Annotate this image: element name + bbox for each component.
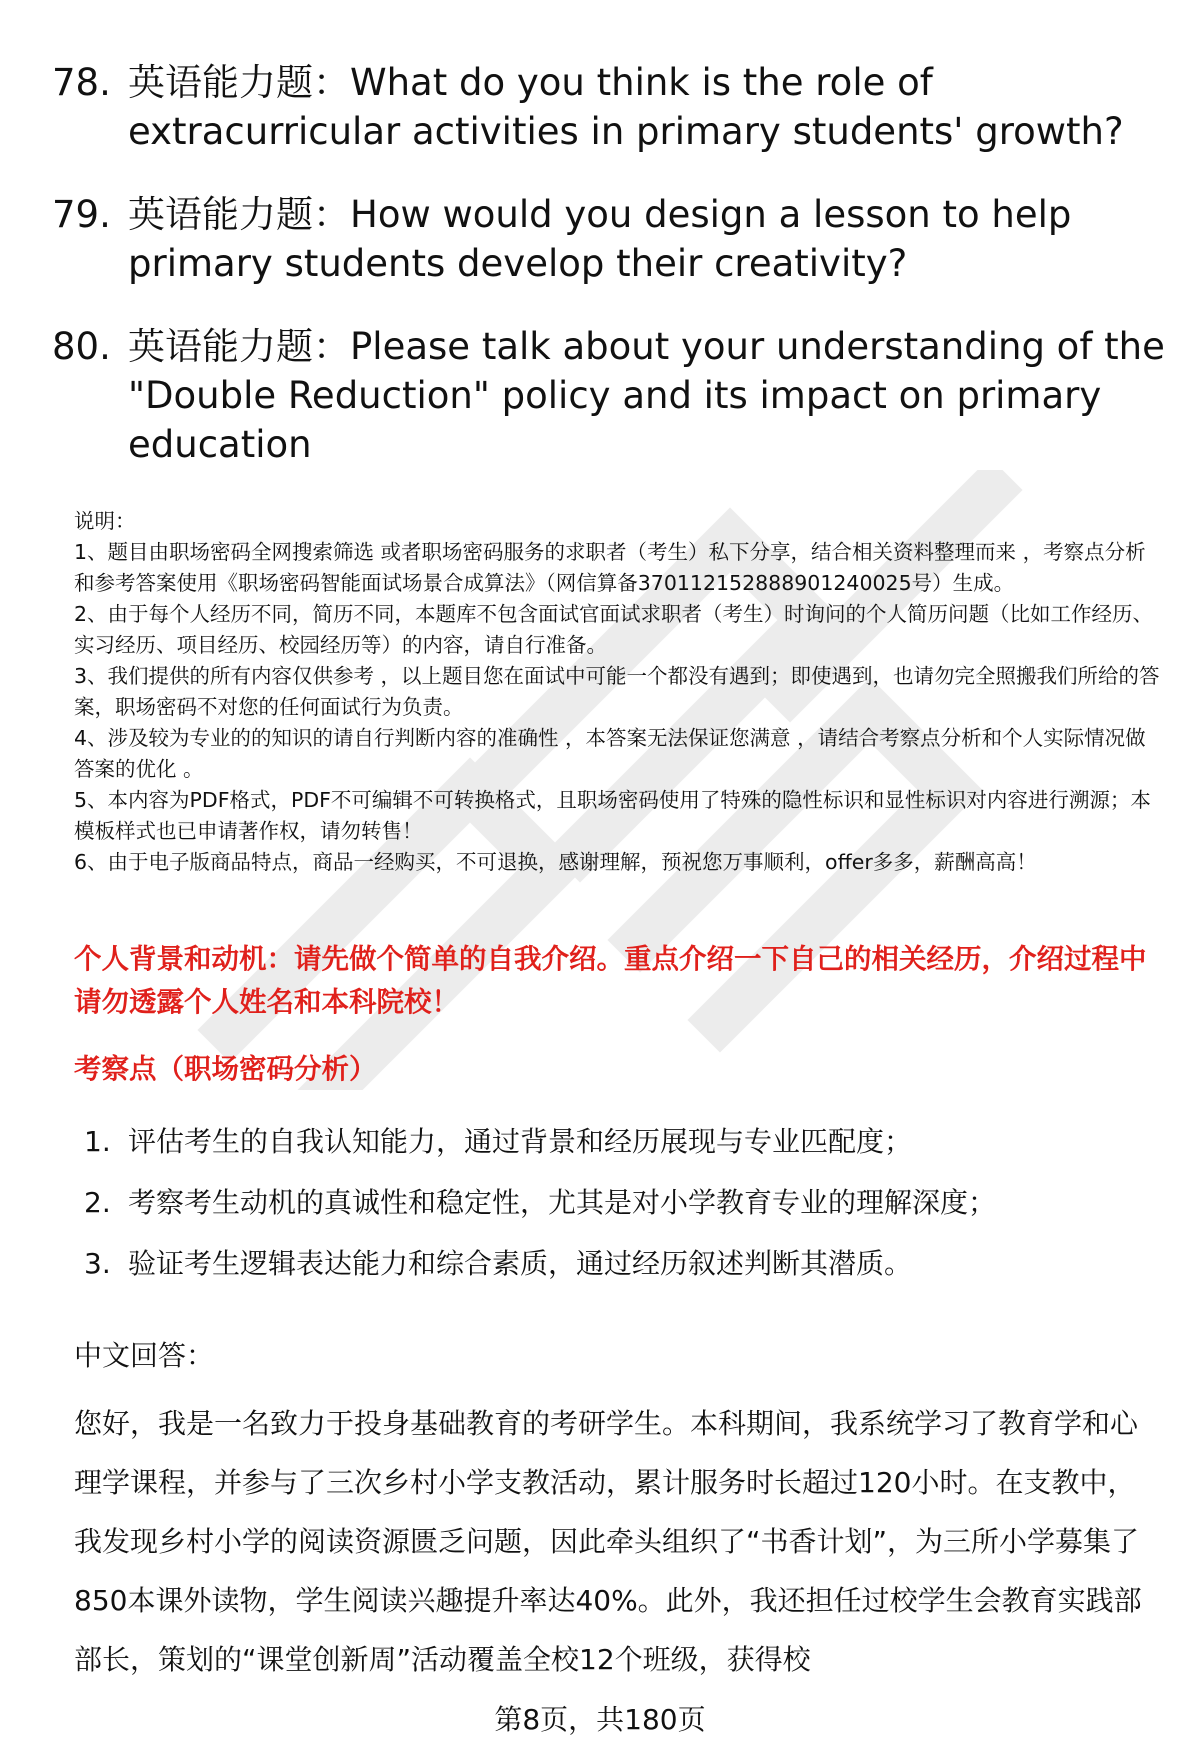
note-item: 5、本内容为PDF格式，PDF不可编辑不可转换格式，且职场密码使用了特殊的隐性标识和显性标识对内容进行溯源；本模板样式也已申请著作权，请勿转售！ xyxy=(74,788,1151,843)
point-number: 1. xyxy=(84,1125,111,1158)
question-number: 80. xyxy=(52,325,111,368)
note-item: 3、我们提供的所有内容仅供参考 ，以上题目您在面试中可能一个都没有遇到；即使遇到，也请勿完全照搬我们所给的答案，职场密码不对您的任何面试行为负责。 xyxy=(74,664,1160,719)
question-number: 78. xyxy=(52,61,111,104)
point-text: 验证考生逻辑表达能力和综合素质，通过经历叙述判断其潜质。 xyxy=(128,1247,913,1280)
question-item xyxy=(52,322,1172,469)
notes-block xyxy=(74,506,1164,878)
point-number: 3. xyxy=(84,1247,111,1280)
point-number: 2. xyxy=(84,1186,111,1219)
assessment-point xyxy=(84,1183,1164,1223)
question-item xyxy=(52,190,1172,288)
question-text: 英语能力题：Please talk about your understanding of the "Double Reduction" policy and its impact on primary education xyxy=(128,325,1165,466)
note-item: 4、涉及较为专业的的知识的请自行判断内容的准确性 ，本答案无法保证您满意 ，请结合考察点分析和个人实际情况做答案的优化 。 xyxy=(74,726,1146,781)
points-title: 考察点（职场密码分析） xyxy=(74,1053,377,1085)
section-heading: 个人背景和动机：请先做个简单的自我介绍。重点介绍一下自己的相关经历，介绍过程中请勿透露个人姓名和本科院校！ xyxy=(74,943,1147,1018)
assessment-points xyxy=(84,1122,1164,1305)
point-text: 考察考生动机的真诚性和稳定性，尤其是对小学教育专业的理解深度； xyxy=(128,1186,997,1219)
note-item: 6、由于电子版商品特点，商品一经购买，不可退换，感谢理解，预祝您万事顺利，offer多多，薪酬高高！ xyxy=(74,850,1037,874)
note-item: 1、题目由职场密码全网搜索筛选 或者职场密码服务的求职者（考生）私下分享，结合相关资料整理而来 ，考察点分析和参考答案使用《职场密码智能面试场景合成算法》（网信算备370112152888901240025号）生成。 xyxy=(74,540,1146,595)
answer-label: 中文回答： xyxy=(74,1339,215,1372)
question-item xyxy=(52,58,1172,156)
notes-title: 说明： xyxy=(74,509,136,533)
page-number: 第8页，共180页 xyxy=(494,1703,706,1736)
question-number: 79. xyxy=(52,193,111,236)
assessment-point xyxy=(84,1122,1164,1162)
question-text: 英语能力题：What do you think is the role of extracurricular activities in primary students' growth? xyxy=(128,61,1124,153)
note-item: 2、由于每个人经历不同，简历不同，本题库不包含面试官面试求职者（考生）时询问的个人简历问题（比如工作经历、实习经历、项目经历、校园经历等）的内容，请自行准备。 xyxy=(74,602,1154,657)
question-list xyxy=(52,58,1172,503)
answer-text: 您好，我是一名致力于投身基础教育的考研学生。本科期间，我系统学习了教育学和心理学课程，并参与了三次乡村小学支教活动，累计服务时长超过120小时。在支教中，我发现乡村小学的阅读资源匮乏问题，因此牵头组织了“书香计划”，为三所小学募集了850本课外读物，学生阅读兴趣提升率达40%。此外，我还担任过校学生会教育实践部部长，策划的“课堂创新周”活动覆盖全校12个班级，获得校 xyxy=(74,1407,1142,1676)
question-text: 英语能力题：How would you design a lesson to help primary students develop their creativity? xyxy=(128,193,1072,285)
point-text: 评估考生的自我认知能力，通过背景和经历展现与专业匹配度； xyxy=(128,1125,913,1158)
assessment-point xyxy=(84,1244,1164,1284)
